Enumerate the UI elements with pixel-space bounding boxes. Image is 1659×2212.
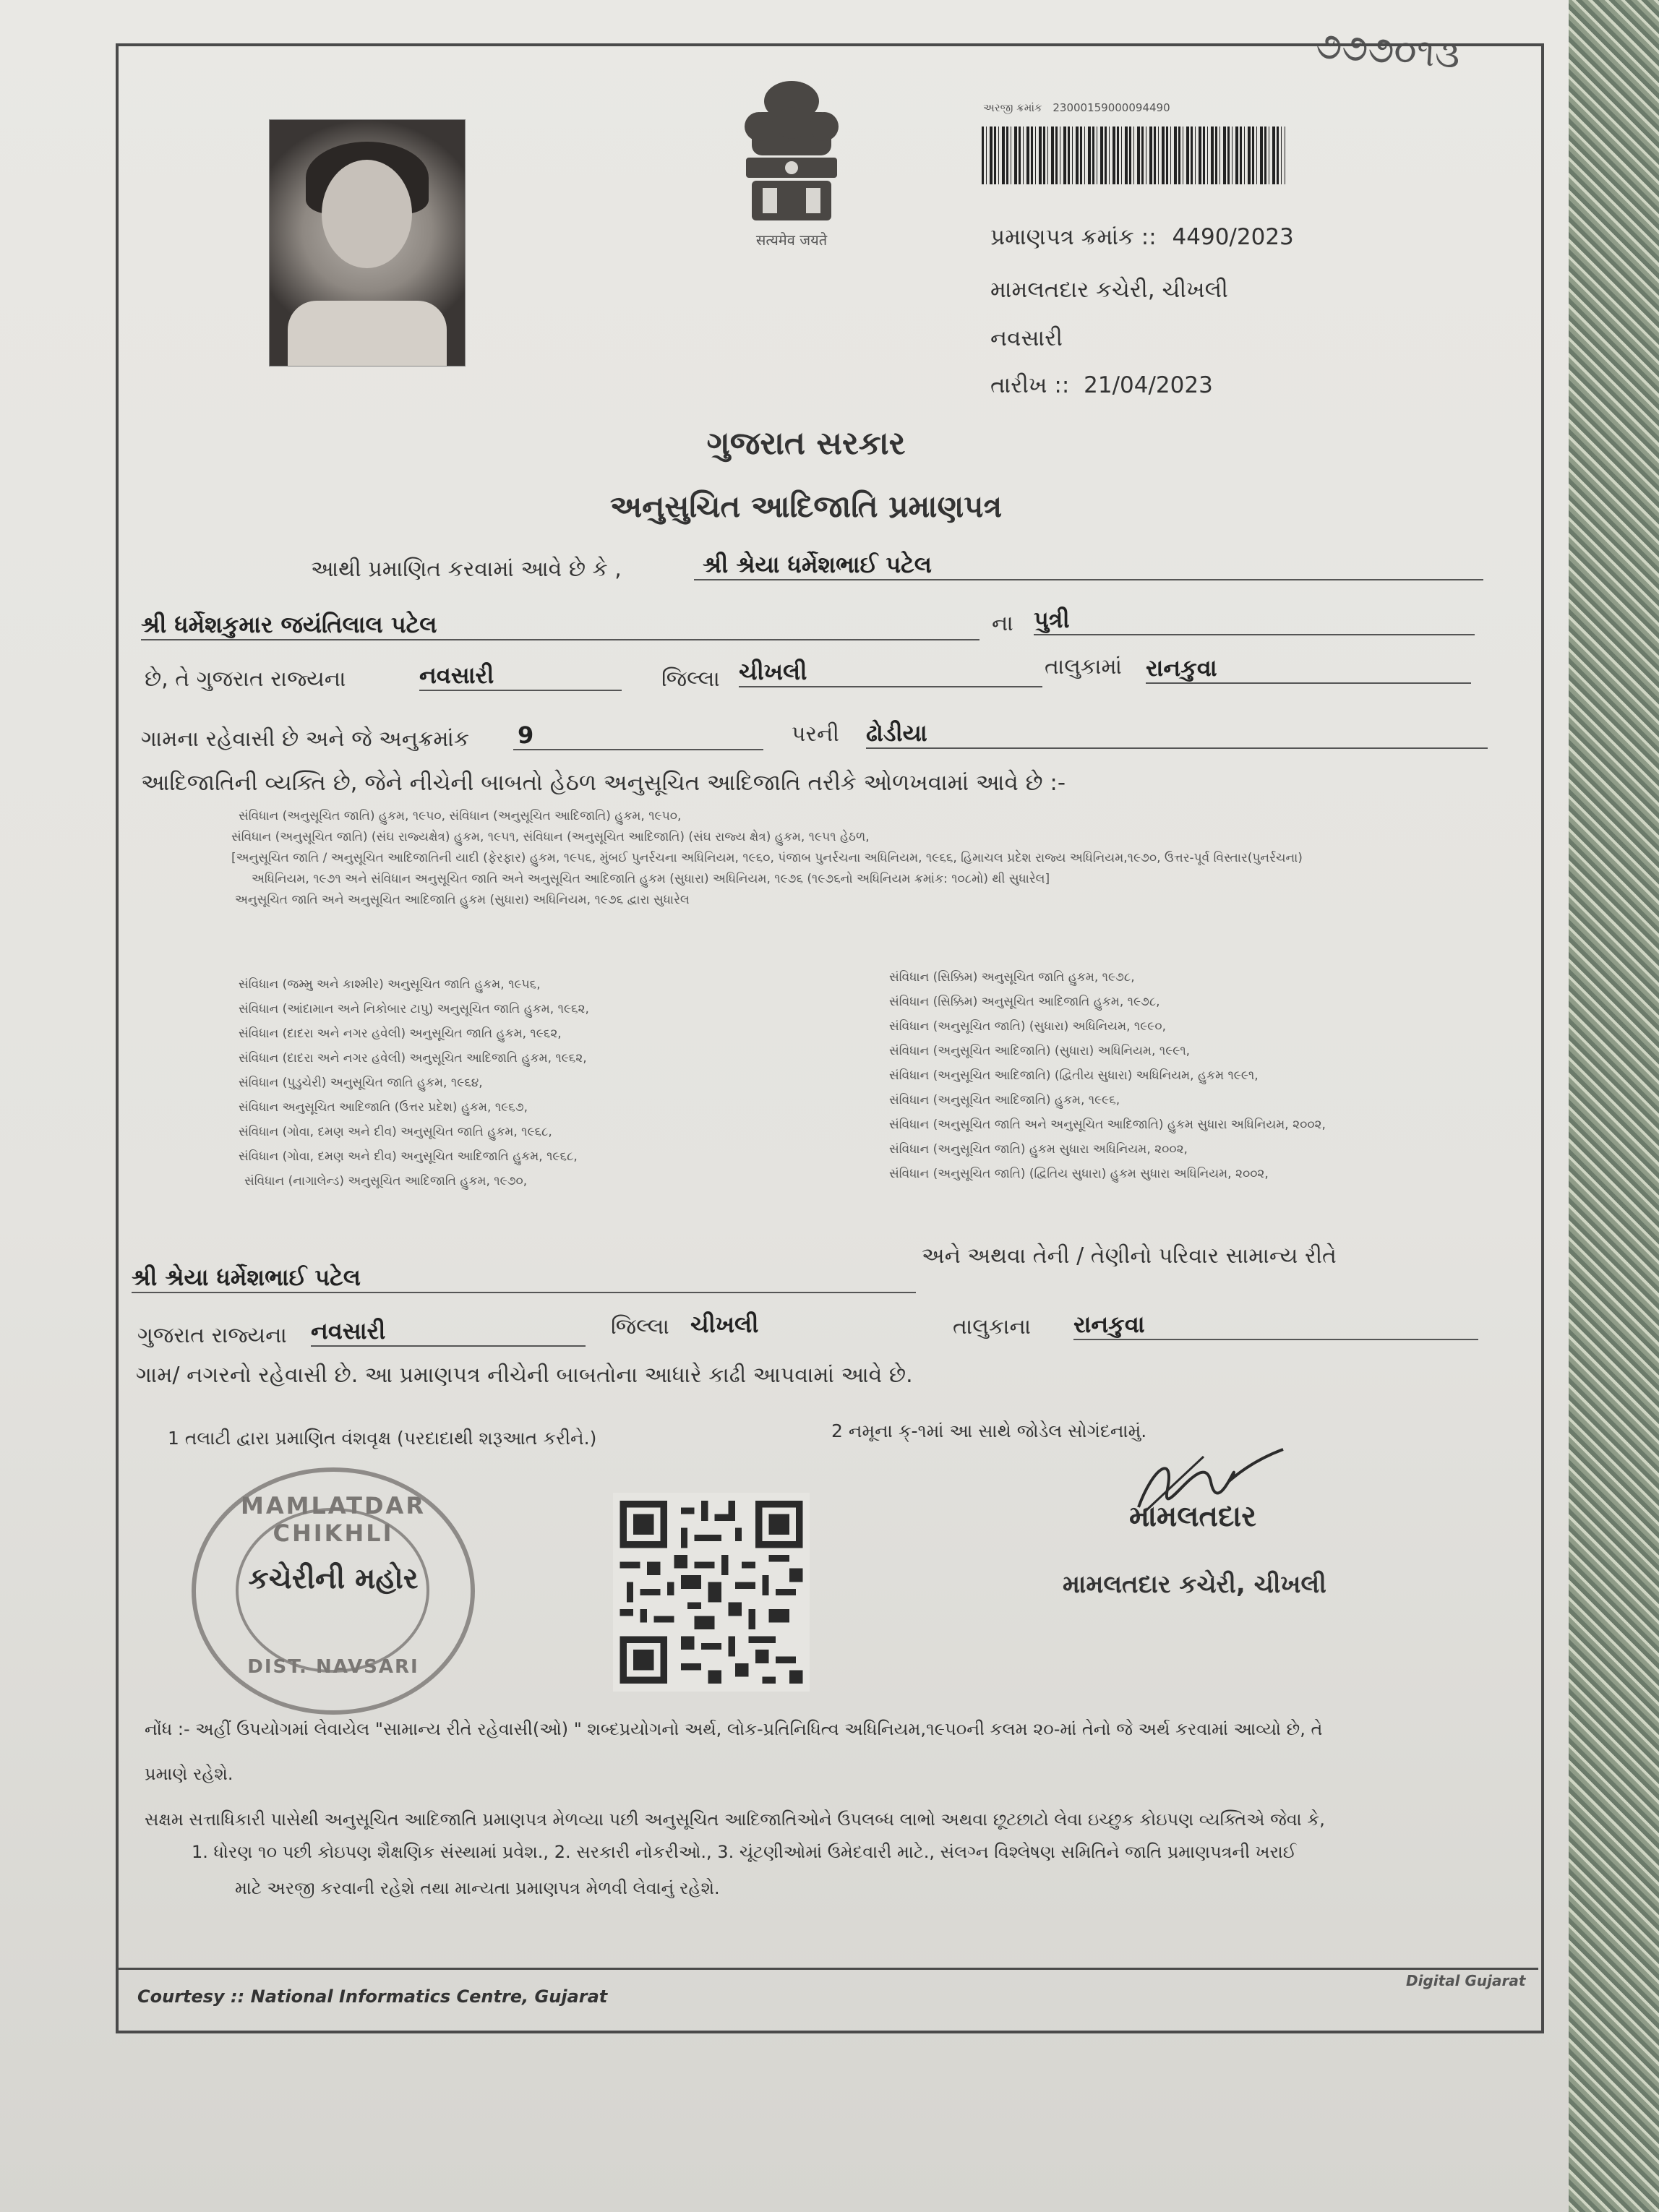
reference-list-top — [231, 806, 1303, 911]
ref-top-line: [અનુસૂચિત જાતિ / અનુસૂચિત આદિજાતિની યાદી (ફેરફાર) હુકમ, ૧૯૫૬, મુંબઈ પુનર્રચના અધિનિયમ, ૧૯૬૦, પંજાબ પુનર્રચના અધિનિયમ, ૧૯૬૬, હિમાચલ પ્રદેશ રાજ્ય અધિનિયમ,૧૯૭૦, ઉત્તર-પૂર્વ વિસ્તાર(પુનર્રચના) — [231, 851, 1303, 865]
na-text: ના — [992, 611, 1013, 636]
taluka-value: ચીખલી — [739, 658, 1042, 687]
residence-taluka: ચીખલી — [690, 1311, 759, 1338]
date-label: તારીખ :: — [990, 372, 1070, 398]
certify-text: આથી પ્રમાણિત કરવામાં આવે છે કે , — [311, 557, 622, 582]
cert-no-value: 4490/2023 — [1172, 224, 1294, 250]
residence-district-label: જિલ્લા — [611, 1314, 669, 1339]
footer-brand: Digital Gujarat — [1406, 1972, 1526, 1989]
ref-left-line: સંવિધાન (દાદરા અને નગર હવેલી) અનુસૂચિત આદિજાતિ હુકમ, ૧૯૬૨, — [239, 1051, 587, 1066]
cert-no-label: પ્રમાણપત્ર ક્રમાંક :: — [990, 224, 1157, 250]
verification-qr-code[interactable] — [613, 1493, 810, 1692]
ref-right-line: સંવિધાન (અનુસૂચિત જાતિ) (દ્વિતિય સુધારા) હુકમ સુધારા અધિનિયમ, ૨૦૦૨, — [889, 1167, 1269, 1181]
residence-district: નવસારી — [311, 1317, 586, 1347]
basis-item-2: 2 નમૂના ક્-૧માં આ સાથે જોડેલ સોગંદનામું. — [831, 1420, 1147, 1441]
note-2: સક્ષમ સત્તાધિકારી પાસેથી અનુસૂચિત આદિજાતિ પ્રમાણપત્ર મેળવ્યા પછી અનુસૂચિત આદિજાતિઓને ઉપલબ્ધ લાભો અથવા છૂટછાટો લેવા ઇચ્છુક કોઇપણ વ્યક્તિએ જેવા કે, — [145, 1809, 1325, 1830]
ref-left-line: સંવિધાન (જમ્મુ અને કાશ્મીર) અનુસૂચિત જાતિ હુકમ, ૧૯૫૬, — [239, 977, 541, 992]
footer-courtesy: Courtesy :: National Informatics Centre, Gujarat — [137, 1986, 608, 2007]
applicant-photo — [269, 119, 466, 366]
applicant-name: શ્રી શ્રેયા ધર્મેશભાઈ પટેલ — [694, 551, 1483, 580]
application-serial — [983, 101, 1170, 114]
emblem-motto: सत्यमेव जयते — [755, 231, 828, 249]
barcode — [982, 127, 1285, 184]
office-seal — [192, 1467, 475, 1715]
family-text: અને અથવા તેની / તેણીનો પરિવાર સામાન્ય રીતે — [922, 1243, 1337, 1269]
serial-label: અરજી ક્રમાંક — [983, 101, 1042, 114]
note-3: 1. ધોરણ ૧૦ પછી કોઇપણ શૈક્ષણિક સંસ્થામાં પ્રવેશ., 2. સરકારી નોકરીઓ., 3. ચૂંટણીઓમાં ઉમેદવારી માટે., સંલગ્ન વિશ્લેષણ સમિતિને જાતિ પ્રમાણપત્રની ખરાઈ — [192, 1842, 1297, 1862]
father-name: શ્રી ધર્મેશકુમાર જયંતિલાલ પટેલ — [141, 611, 979, 640]
seal-ring-text: MAMLATDAR CHIKHLI — [241, 1492, 426, 1547]
reference-list-left — [239, 972, 589, 1193]
ref-left-line: સંવિધાન અનુસૂચિત આદિજાતિ (ઉત્તર પ્રદેશ) હુકમ, ૧૯૬૭, — [239, 1100, 528, 1115]
ref-left-line: સંવિધાન (દાદરા અને નગર હવેલી) અનુસૂચિત જાતિ હુકમ, ૧૯૬૨, — [239, 1026, 562, 1041]
tribe-name: ઢોડીયા — [866, 719, 1488, 749]
par-text: પરની — [792, 721, 839, 747]
signatory-office: મામલતદાર કચેરી, ચીખલી — [1063, 1570, 1326, 1599]
serial-no: 9 — [513, 721, 763, 750]
ref-left-line: સંવિધાન (આંદામાન અને નિકોબાર ટાપુ) અનુસૂચિત જાતિ હુકમ, ૧૯૬૨, — [239, 1002, 589, 1016]
village-value: રાનકુવા — [1146, 654, 1471, 684]
ref-right-line: સંવિધાન (સિક્કિમ) અનુસૂચિત આદિજાતિ હુકમ, ૧૯૭૮, — [889, 995, 1160, 1009]
seal-center-text: કચેરીની મહોર — [248, 1562, 419, 1595]
ref-left-line: સંવિધાન (ગોવા, દમણ અને દીવ) અનુસૂચિત જાતિ હુકમ, ૧૯૬૮, — [239, 1125, 552, 1139]
ref-right-line: સંવિધાન (અનુસૂચિત આદિજાતિ) (દ્વિતીય સુધારા) અધિનિયમ, હુકમ ૧૯૯૧, — [889, 1068, 1259, 1083]
taluka-label: તાલુકામાં — [1045, 654, 1122, 680]
state-text: છે, તે ગુજરાત રાજ્યના — [145, 666, 346, 692]
issue-date-row — [990, 372, 1213, 399]
ref-right-line: સંવિધાન (અનુસૂચિત જાતિ) (સુધારા) અધિનિયમ, ૧૯૯૦, — [889, 1019, 1166, 1034]
residence-name: શ્રી શ્રેયા ધર્મેશભાઈ પટેલ — [132, 1264, 916, 1293]
issuing-office: મામલતદાર કચેરી, ચીખલી — [990, 277, 1228, 303]
ref-top-line: સંવિધાન (અનુસૂચિત જાતિ) (સંઘ રાજ્યક્ષેત્ર) હુકમ, ૧૯૫૧, સંવિધાન (અનુસૂચિત આદિજાતિ) (સંઘ રાજ્ય ક્ષેત્ર) હુકમ, ૧૯૫૧ હેઠળ, — [231, 830, 870, 844]
reference-list-right — [889, 965, 1326, 1186]
issuing-district: નવસારી — [990, 325, 1063, 351]
district-label: જિલ્લા — [661, 666, 720, 692]
ref-left-line: સંવિધાન (નાગાલેન્ડ) અનુસૂચિત આદિજાતિ હુકમ, ૧૯૭૦, — [244, 1174, 528, 1188]
note-1-cont: પ્રમાણે રહેશે. — [145, 1764, 233, 1784]
relation: પુત્રી — [1034, 606, 1475, 635]
note-1: નોંધ :- અહીં ઉપયોગમાં લેવાયેલ "સામાન્ય રીતે રહેવાસી(ઓ) " શબ્દપ્રયોગનો અર્થ, લોક-પ્રતિનિધિત્વ અધિનિયમ,૧૯૫૦ની કલમ ૨૦-માં તેનો જે અર્થ કરવામાં આવ્યો છે, તે — [145, 1719, 1323, 1739]
national-emblem-icon — [730, 72, 853, 246]
footer-divider — [117, 1968, 1538, 1970]
residence-state-text: ગુજરાત રાજ્યના — [137, 1323, 287, 1348]
ref-right-line: સંવિધાન (અનુસૂચિત આદિજાતિ) (સુધારા) અધિનિયમ, ૧૯૯૧, — [889, 1044, 1191, 1058]
resident-text: ગામના રહેવાસી છે અને જે અનુક્રમાંક — [141, 726, 470, 752]
certificate-number-row — [990, 224, 1294, 251]
basis-item-1: 1 તલાટી દ્વારા પ્રમાણિત વંશવૃક્ષ (પરદાદાથી શરૂઆત કરીને.) — [168, 1428, 597, 1449]
residence-village: રાનકુવા — [1073, 1311, 1478, 1340]
date-value: 21/04/2023 — [1084, 372, 1213, 398]
basis-intro: ગામ/ નગરનો રહેવાસી છે. આ પ્રમાણપત્ર નીચેની બાબતોના આધારે કાઢી આપવામાં આવે છે. — [136, 1363, 913, 1388]
ref-right-line: સંવિધાન (અનુસૂચિત આદિજાતિ) હુકમ, ૧૯૯૬, — [889, 1093, 1120, 1107]
signatory-designation: મામલતદાર — [1129, 1500, 1256, 1533]
government-title: ગુજરાત સરકાર — [706, 425, 906, 462]
ref-left-line: સંવિધાન (ગોવા, દમણ અને દીવ) અનુસૂચિત આદિજાતિ હુકમ, ૧૯૬૮, — [239, 1149, 578, 1164]
ref-right-line: સંવિધાન (અનુસૂચિત જાતિ અને અનુસૂચિત આદિજાતિ) હુકમ સુધારા અધિનિયમ, ૨૦૦૨, — [889, 1118, 1326, 1132]
handwritten-note: ૭૭૭૦૧૩ — [1314, 24, 1462, 77]
seal-bottom-text: DIST. NAVSARI — [247, 1656, 419, 1678]
ref-top-line: અધિનિયમ, ૧૯૭૧ અને સંવિધાન અનુસૂચિત જાતિ અને અનુસૂચિત આદિજાતિ હુકમ (સુધારા) અધિનિયમ, ૧૯૭૬ (૧૯૭૬નો અધિનિયમ ક્રમાંક: ૧૦૮મો) થી સુધારેલ] — [252, 872, 1050, 886]
ref-left-line: સંવિધાન (પુડુચેરી) અનુસૂચિત જાતિ હુકમ, ૧૯૬૪, — [239, 1076, 483, 1090]
note-3-cont: માટે અરજી કરવાની રહેશે તથા માન્યતા પ્રમાણપત્ર મેળવી લેવાનું રહેશે. — [235, 1878, 720, 1898]
ref-right-line: સંવિધાન (સિક્કિમ) અનુસૂચિત જાતિ હુકમ, ૧૯૭૮, — [889, 970, 1135, 985]
serial-number: 23000159000094490 — [1053, 101, 1170, 114]
certificate-title: અનુસુચિત આદિજાતિ પ્રમાણપત્ર — [609, 489, 1003, 524]
ref-top-line: અનુસૂચિત જાતિ અને અનુસૂચિત આદિજાતિ હુકમ (સુધારા) અધિનિયમ, ૧૯૭૬ દ્વારા સુધારેલ — [235, 893, 690, 907]
district-value: નવસારી — [419, 661, 622, 691]
ref-top-line: સંવિધાન (અનુસૂચિત જાતિ) હુકમ, ૧૯૫૦, સંવિધાન (અનુસૂચિત આદિજાતિ) હુકમ, ૧૯૫૦, — [239, 809, 682, 823]
residence-taluka-label: તાલુકાના — [953, 1314, 1032, 1339]
ref-right-line: સંવિધાન (અનુસૂચિત જાતિ) હુકમ સુધારા અધિનિયમ, ૨૦૦૨, — [889, 1142, 1188, 1157]
recognition-text: આદિજાતિની વ્યક્તિ છે, જેને નીચેની બાબતો હેઠળ અનુસૂચિત આદિજાતિ તરીકે ઓળખવામાં આવે છે :- — [141, 770, 1066, 796]
